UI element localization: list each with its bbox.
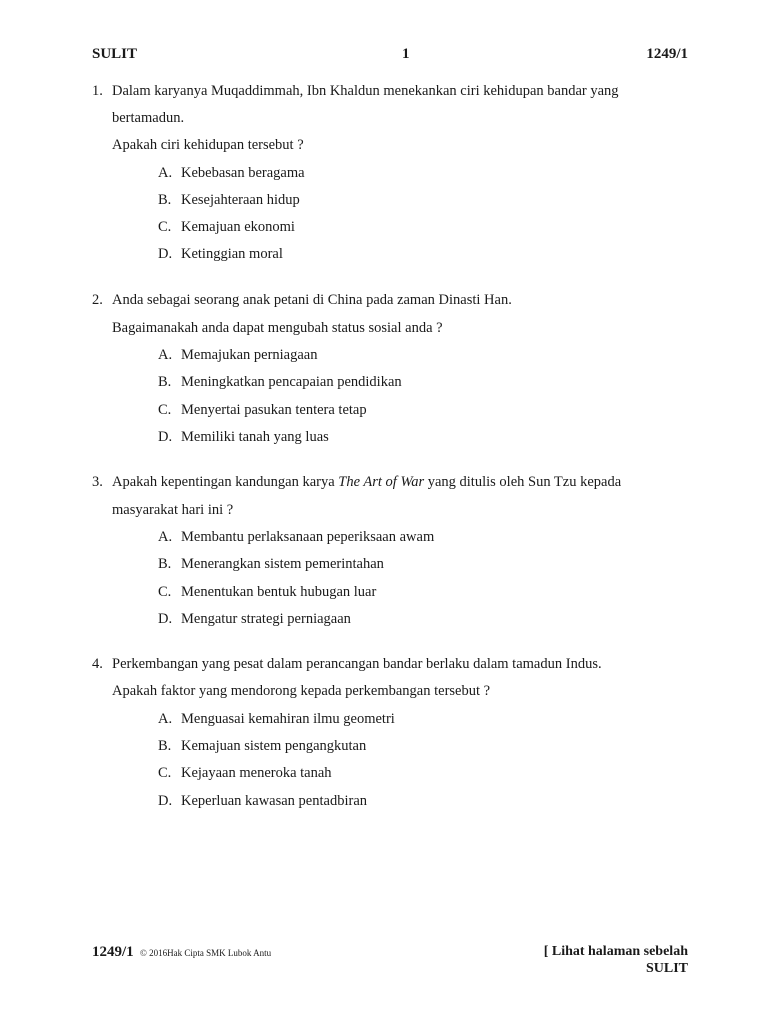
option-text: Ketinggian moral [181,246,283,262]
option-text: Kejayaan meneroka tanah [181,765,332,781]
option-a [158,529,434,546]
question-text-line: Perkembangan yang pesat dalam perancangan bandar berlaku dalam tamadun Indus. [112,656,602,672]
option-letter: C. [158,219,172,235]
option-a [158,347,317,364]
option-letter: D. [158,246,173,262]
footer-classification: SULIT [645,961,688,976]
option-c [158,219,295,236]
option-letter: A. [158,529,173,545]
option-text: Membantu perlaksanaan peperiksaan awam [181,529,435,545]
question-prompt: Bagaimanakah anda dapat mengubah status sosial anda ? [112,320,443,336]
option-letter: B. [158,556,172,572]
option-text: Kesejahteraan hidup [181,192,300,208]
option-text: Menyertai pasukan tentera tetap [181,402,367,418]
option-c [158,765,332,782]
option-b [158,738,366,755]
page-header [92,46,688,68]
question-text-line: masyarakat hari ini ? [112,502,234,518]
option-letter: C. [158,765,172,781]
option-text: Kemajuan sistem pengangkutan [181,738,367,754]
question-number: 4. [92,656,103,672]
option-d [158,429,329,446]
question-text-line: bertamadun. [112,110,185,126]
footer-paper-code: 1249/1 [92,944,134,960]
option-a [158,165,305,182]
question-text-end: yang ditulis oleh Sun Tzu kepada [424,474,622,490]
paper-code: 1249/1 [646,46,688,62]
option-text: Keperluan kawasan pentadbiran [181,793,368,809]
page-footer [92,944,688,984]
option-text: Memiliki tanah yang luas [181,429,329,445]
option-text: Meningkatkan pencapaian pendidikan [181,374,402,390]
option-b [158,374,402,391]
option-a [158,711,395,728]
option-text: Kemajuan ekonomi [181,219,295,235]
option-letter: A. [158,347,173,363]
option-c [158,402,367,419]
option-letter: B. [158,192,172,208]
option-text: Mengatur strategi perniagaan [181,611,351,627]
option-d [158,611,351,628]
option-letter: A. [158,165,173,181]
option-text: Menguasai kemahiran ilmu geometri [181,711,395,727]
option-letter: B. [158,374,172,390]
option-c [158,584,376,601]
question-prompt: Apakah faktor yang mendorong kepada perkembangan tersebut ? [112,683,491,699]
question-number: 1. [92,83,103,99]
option-b [158,192,300,209]
option-b [158,556,384,573]
next-page-note: [ Lihat halaman sebelah [543,944,688,959]
option-d [158,246,283,263]
option-text: Kebebasan beragama [181,165,305,181]
option-text: Menentukan bentuk hubugan luar [181,584,377,600]
classification-label: SULIT [92,46,138,62]
question-prompt: Apakah ciri kehidupan tersebut ? [112,137,304,153]
question-text-start: Apakah kepentingan kandungan karya [112,474,339,490]
option-letter: A. [158,711,173,727]
page-number: 1 [402,46,410,62]
option-letter: D. [158,611,173,627]
option-text: Menerangkan sistem pemerintahan [181,556,384,572]
option-letter: D. [158,429,173,445]
option-letter: C. [158,584,172,600]
option-text: Memajukan perniagaan [181,347,318,363]
copyright-notice: © 2016Hak Cipta SMK Lubok Antu [140,948,272,958]
question-number: 3. [92,474,103,490]
option-letter: B. [158,738,172,754]
option-d [158,793,367,810]
question-text-line: Dalam karyanya Muqaddimmah, Ibn Khaldun menekankan ciri kehidupan bandar yang [112,83,619,99]
question-number: 2. [92,292,103,308]
question-text-line: Anda sebagai seorang anak petani di China pada zaman Dinasti Han. [112,292,512,308]
work-title: The Art of War [338,474,425,490]
option-letter: D. [158,793,173,809]
question-text-line [112,474,621,491]
option-letter: C. [158,402,172,418]
